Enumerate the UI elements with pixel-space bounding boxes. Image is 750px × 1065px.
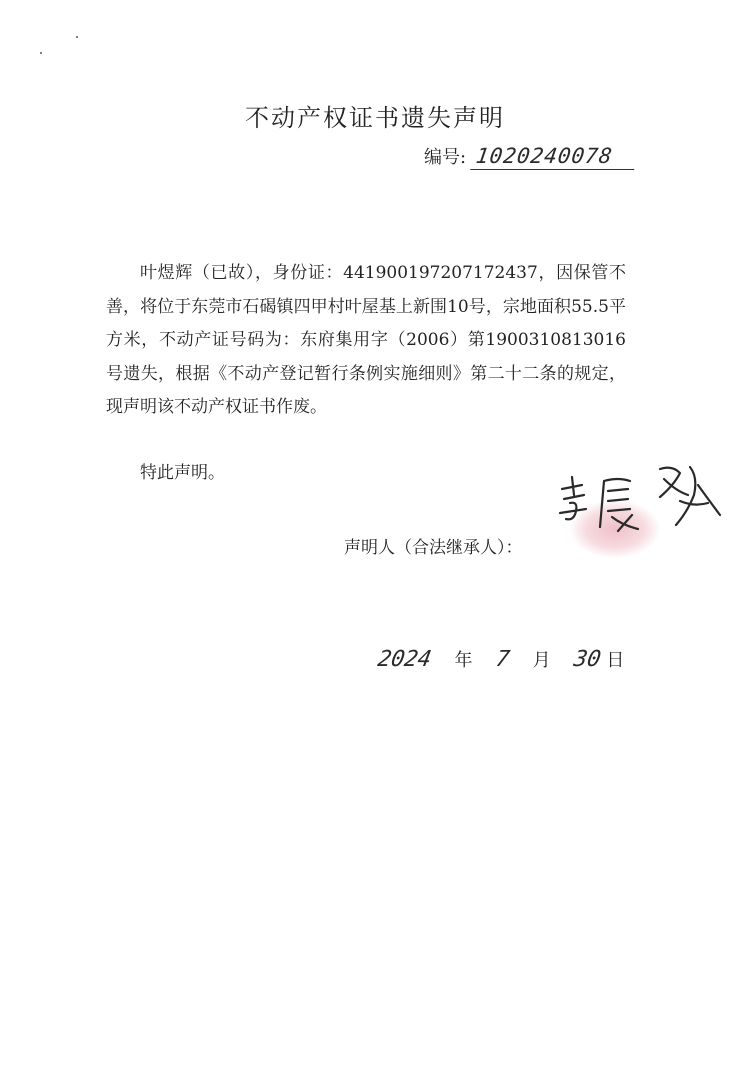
document-number-value: 1020240078 (470, 144, 638, 170)
date-month-unit: 月 (532, 650, 551, 671)
date-day-unit: 日 (606, 650, 625, 671)
declaration-body (106, 257, 626, 425)
document-number-row (424, 143, 636, 170)
declarant-label: 声明人（合法继承人）： (344, 538, 523, 558)
date-day: 30 (571, 647, 603, 672)
handwritten-signature (548, 455, 728, 545)
declaration-paragraph: 叶煜辉（已故），身份证：441900197207172437，因保管不善，将位于东莞市石碣镇四甲村叶屋基上新围10号，宗地面积55.5平方米，不动产证号码为：东府集用字（2006）第1900310813016号遗失，根据《不动产登记暂行条例实施细则》第二十二条的规定，现声明该不动产权证书作废。 (106, 263, 626, 417)
date-year-unit: 年 (454, 650, 473, 671)
date-month: 7 (493, 647, 512, 672)
scan-speck (76, 36, 78, 38)
date-year: 2024 (375, 647, 434, 672)
closing-statement: 特此声明。 (140, 463, 225, 483)
document-number-label: 编号: (424, 147, 467, 168)
declaration-date (375, 646, 625, 672)
document-title: 不动产权证书遗失声明 (245, 104, 505, 132)
scan-speck (40, 52, 42, 54)
